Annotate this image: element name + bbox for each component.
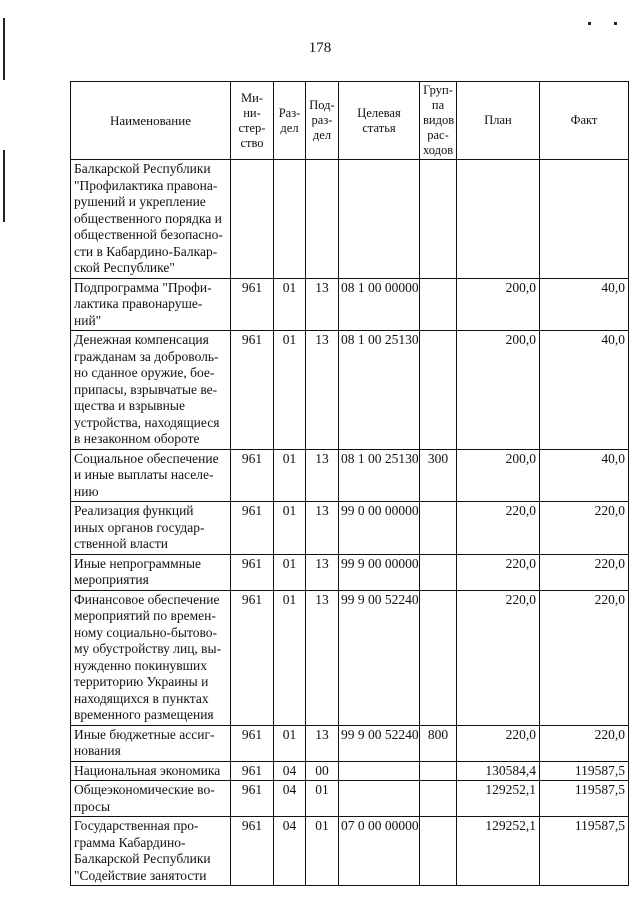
scan-edge-mark — [3, 150, 5, 222]
page-number: 178 — [308, 40, 332, 56]
row-section-cell: 01 — [274, 502, 306, 555]
row-subsection-cell: 13 — [306, 449, 339, 502]
row-fact-cell: 40,0 — [540, 449, 629, 502]
row-name-cell: Иные бюджетные ассиг- нования — [71, 725, 231, 761]
col-header-plan: План — [457, 82, 540, 160]
table-row — [71, 590, 629, 725]
row-subsection-cell: 13 — [306, 554, 339, 590]
row-section-cell: 01 — [274, 331, 306, 450]
row-target-cell: 08 1 00 00000 — [339, 278, 420, 331]
row-target-cell: 99 9 00 00000 — [339, 554, 420, 590]
row-group-cell — [420, 160, 457, 279]
row-fact-cell: 220,0 — [540, 554, 629, 590]
row-name-cell: Подпрограмма "Профи- лактика правонаруше- ний" — [71, 278, 231, 331]
row-subsection-cell: 01 — [306, 817, 339, 886]
row-plan-cell: 129252,1 — [457, 781, 540, 817]
row-name-cell: Балкарской Республики "Профилактика правона- рушений и укрепление общественного порядка и общественной безопасно- сти в Кабардино-Балкар- ской Республике" — [71, 160, 231, 279]
row-ministry-cell: 961 — [231, 590, 274, 725]
row-fact-cell: 119587,5 — [540, 817, 629, 886]
table-row — [71, 160, 629, 279]
row-section-cell: 04 — [274, 781, 306, 817]
row-subsection-cell: 13 — [306, 278, 339, 331]
row-ministry-cell: 961 — [231, 554, 274, 590]
row-target-cell — [339, 160, 420, 279]
row-plan-cell: 200,0 — [457, 449, 540, 502]
row-group-cell — [420, 590, 457, 725]
table-row — [71, 725, 629, 761]
row-plan-cell: 220,0 — [457, 725, 540, 761]
row-group-cell — [420, 278, 457, 331]
col-header-name: Наименование — [71, 82, 231, 160]
table-header-row — [71, 82, 629, 160]
table-row — [71, 761, 629, 781]
row-target-cell: 08 1 00 25130 — [339, 449, 420, 502]
row-fact-cell: 220,0 — [540, 725, 629, 761]
row-target-cell — [339, 761, 420, 781]
row-subsection-cell: 13 — [306, 590, 339, 725]
col-header-subsection: Под- раз- дел — [306, 82, 339, 160]
row-name-cell: Социальное обеспечение и иные выплаты населе- нию — [71, 449, 231, 502]
row-ministry-cell: 961 — [231, 449, 274, 502]
row-group-cell: 300 — [420, 449, 457, 502]
row-target-cell: 99 9 00 52240 — [339, 725, 420, 761]
budget-table — [70, 81, 629, 886]
table-row — [71, 502, 629, 555]
table-row — [71, 278, 629, 331]
row-fact-cell: 40,0 — [540, 278, 629, 331]
row-section-cell: 01 — [274, 590, 306, 725]
row-subsection-cell: 13 — [306, 331, 339, 450]
row-fact-cell: 40,0 — [540, 331, 629, 450]
row-ministry-cell: 961 — [231, 725, 274, 761]
row-subsection-cell: 01 — [306, 781, 339, 817]
row-target-cell — [339, 781, 420, 817]
table-row — [71, 781, 629, 817]
col-header-section: Раз- дел — [274, 82, 306, 160]
row-name-cell: Государственная про- грамма Кабардино- Балкарской Республики "Содействие занятости — [71, 817, 231, 886]
row-group-cell — [420, 331, 457, 450]
row-fact-cell: 220,0 — [540, 502, 629, 555]
row-group-cell — [420, 781, 457, 817]
row-section-cell: 01 — [274, 725, 306, 761]
row-fact-cell: 119587,5 — [540, 761, 629, 781]
row-section-cell: 04 — [274, 761, 306, 781]
row-subsection-cell: 13 — [306, 725, 339, 761]
row-ministry-cell: 961 — [231, 781, 274, 817]
row-name-cell: Национальная экономика — [71, 761, 231, 781]
table-row — [71, 331, 629, 450]
row-ministry-cell: 961 — [231, 278, 274, 331]
row-name-cell: Иные непрограммные мероприятия — [71, 554, 231, 590]
row-target-cell: 99 0 00 00000 — [339, 502, 420, 555]
row-section-cell: 01 — [274, 449, 306, 502]
scan-dot-mark — [614, 22, 617, 25]
row-group-cell — [420, 761, 457, 781]
row-name-cell: Финансовое обеспечение мероприятий по времен- ному социально-бытово- му обустройству лиц, вы- нужденно покинувших территорию Украины и находящихся в пунктах временного размещения — [71, 590, 231, 725]
row-ministry-cell: 961 — [231, 761, 274, 781]
row-fact-cell: 119587,5 — [540, 781, 629, 817]
col-header-fact: Факт — [540, 82, 629, 160]
scan-dot-mark — [588, 22, 591, 25]
row-ministry-cell: 961 — [231, 817, 274, 886]
row-target-cell: 99 9 00 52240 — [339, 590, 420, 725]
table-row — [71, 554, 629, 590]
row-ministry-cell: 961 — [231, 502, 274, 555]
row-plan-cell: 200,0 — [457, 331, 540, 450]
row-plan-cell: 220,0 — [457, 554, 540, 590]
row-subsection-cell — [306, 160, 339, 279]
row-group-cell — [420, 817, 457, 886]
row-section-cell — [274, 160, 306, 279]
table-row — [71, 817, 629, 886]
row-group-cell: 800 — [420, 725, 457, 761]
row-plan-cell: 220,0 — [457, 502, 540, 555]
row-fact-cell — [540, 160, 629, 279]
col-header-ministry: Ми- ни- стер- ство — [231, 82, 274, 160]
col-header-target: Целевая статья — [339, 82, 420, 160]
row-plan-cell: 220,0 — [457, 590, 540, 725]
row-name-cell: Реализация функций иных органов государ- ственной власти — [71, 502, 231, 555]
row-group-cell — [420, 554, 457, 590]
row-subsection-cell: 13 — [306, 502, 339, 555]
row-subsection-cell: 00 — [306, 761, 339, 781]
row-fact-cell: 220,0 — [540, 590, 629, 725]
row-section-cell: 01 — [274, 278, 306, 331]
row-plan-cell: 129252,1 — [457, 817, 540, 886]
row-section-cell: 01 — [274, 554, 306, 590]
row-plan-cell: 130584,4 — [457, 761, 540, 781]
table-row — [71, 449, 629, 502]
row-name-cell: Денежная компенсация гражданам за доброволь- но сданное оружие, бое- припасы, взрывчатые ве- щества и взрывные устройства, находящиеся в незаконном обороте — [71, 331, 231, 450]
row-target-cell: 08 1 00 25130 — [339, 331, 420, 450]
row-ministry-cell — [231, 160, 274, 279]
row-group-cell — [420, 502, 457, 555]
row-ministry-cell: 961 — [231, 331, 274, 450]
row-plan-cell — [457, 160, 540, 279]
row-name-cell: Общеэкономические во- просы — [71, 781, 231, 817]
row-section-cell: 04 — [274, 817, 306, 886]
row-plan-cell: 200,0 — [457, 278, 540, 331]
col-header-group: Груп- па видов рас- ходов — [420, 82, 457, 160]
row-target-cell: 07 0 00 00000 — [339, 817, 420, 886]
